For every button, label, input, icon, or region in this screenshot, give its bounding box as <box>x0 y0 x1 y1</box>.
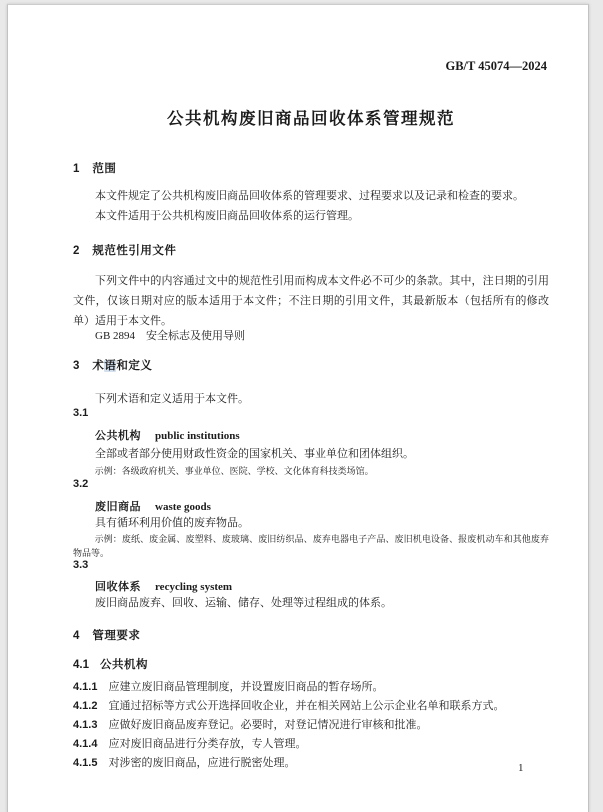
document-page <box>7 4 589 812</box>
section-heading-normative-refs <box>73 242 549 258</box>
term-number: 3.1 <box>73 407 89 419</box>
normative-refs-paragraph: 下列文件中的内容通过文中的规范性引用而构成本文件必不可少的条款。其中，注日期的引用文件，仅该日期对应的版本适用于本文件；不注日期的引用文件，其最新版本（包括所有的修改单）适用于本文件。 <box>73 275 549 327</box>
section-label: 范围 <box>92 163 117 175</box>
clause-number: 4.1.4 <box>73 738 98 750</box>
page-number: 1 <box>518 762 524 774</box>
scope-paragraph-1: 本文件规定了公共机构废旧商品回收体系的管理要求、过程要求以及记录和检查的要求。 <box>95 190 524 202</box>
clause-text: 应做好废旧商品废弃登记。必要时，对登记情况进行审核和批准。 <box>108 719 428 731</box>
section-heading-scope <box>73 160 549 176</box>
scope-paragraph-2: 本文件适用于公共机构废旧商品回收体系的运行管理。 <box>95 210 359 222</box>
section-heading-management <box>73 627 549 643</box>
term-name-en: recycling system <box>155 581 233 593</box>
document-title: 公共机构废旧商品回收体系管理规范 <box>167 110 455 128</box>
section-number: 2 <box>73 245 80 257</box>
section-number: 3 <box>73 360 80 372</box>
clause <box>73 679 549 695</box>
clause-number: 4.1.5 <box>73 757 98 769</box>
clause <box>73 717 549 733</box>
section-label: 规范性引用文件 <box>92 245 177 257</box>
term-name-en: waste goods <box>155 501 211 513</box>
clause <box>73 755 549 771</box>
term-definition: 具有循环利用价值的废弃物品。 <box>95 517 249 529</box>
section-number: 4 <box>73 630 80 642</box>
term-line <box>73 577 571 595</box>
term-example: 示例：废纸、废金属、废塑料、废玻璃、废旧纺织品、废弃电器电子产品、废旧机电设备、报废机动车和其他废弃物品等。 <box>73 534 549 558</box>
clause-text: 应对废旧商品进行分类存放，专人管理。 <box>108 738 307 750</box>
clause-text: 对涉密的废旧商品，应进行脱密处理。 <box>108 757 296 769</box>
term-example: 示例：各级政府机关、事业单位、医院、学校、文化体育科技类场馆。 <box>94 466 374 476</box>
subsection-number: 4.1 <box>73 659 89 671</box>
section-heading-terms <box>73 357 549 373</box>
subsection-label: 公共机构 <box>100 659 148 671</box>
search-highlight: 语 <box>104 360 117 372</box>
term-name-zh: 回收体系 <box>95 581 141 593</box>
clause-number: 4.1.2 <box>73 700 98 712</box>
section-label: 术语和定义 <box>92 360 153 372</box>
clause <box>73 698 549 714</box>
term-definition: 废旧商品废弃、回收、运输、储存、处理等过程组成的体系。 <box>95 597 392 609</box>
subsection-heading-public-institutions <box>73 656 549 672</box>
normative-reference-entry: GB 2894 安全标志及使用导则 <box>95 330 246 342</box>
term-name-zh: 废旧商品 <box>95 501 141 513</box>
term-definition: 全部或者部分使用财政性资金的国家机关、事业单位和团体组织。 <box>95 448 414 460</box>
clause-number: 4.1.3 <box>73 719 98 731</box>
section-label: 管理要求 <box>92 630 141 642</box>
terms-intro: 下列术语和定义适用于本文件。 <box>95 393 249 405</box>
term-name-zh: 公共机构 <box>95 430 141 442</box>
section-number: 1 <box>73 163 80 175</box>
term-number: 3.3 <box>73 559 89 571</box>
term-line <box>73 426 571 444</box>
term-line <box>73 497 571 515</box>
clause-number: 4.1.1 <box>73 681 98 693</box>
clause-text: 宜通过招标等方式公开选择回收企业，并在相关网站上公示企业名单和联系方式。 <box>108 700 505 712</box>
term-name-en: public institutions <box>155 430 240 442</box>
clause <box>73 736 549 752</box>
clause-text: 应建立废旧商品管理制度，并设置废旧商品的暂存场所。 <box>108 681 384 693</box>
standard-code: GB/T 45074—2024 <box>445 59 547 73</box>
term-number: 3.2 <box>73 478 89 490</box>
